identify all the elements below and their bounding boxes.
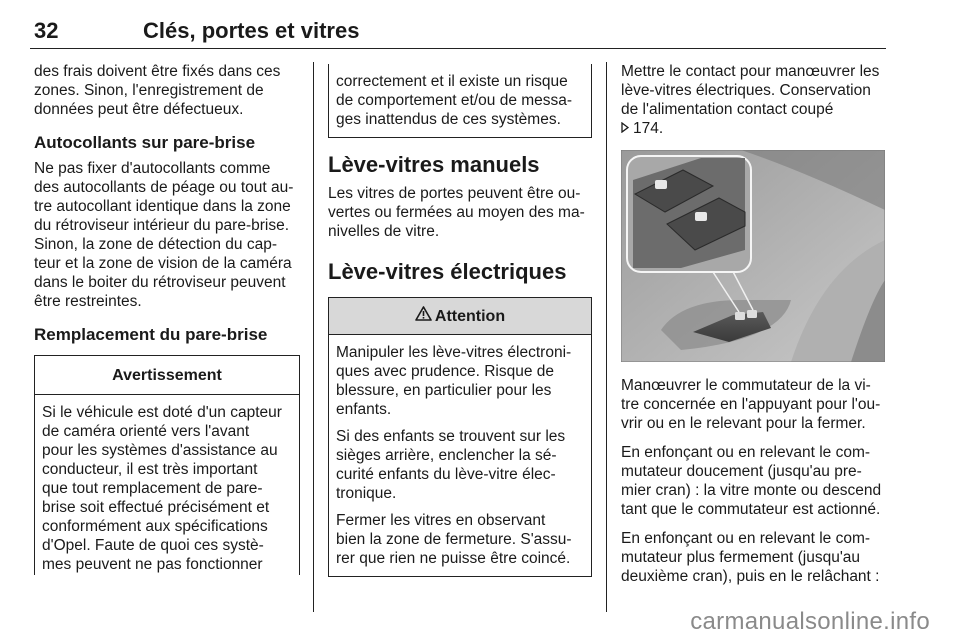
warning-title: Avertissement (35, 355, 299, 395)
header-rule (30, 48, 886, 49)
first-notch-paragraph: En enfonçant ou en relevant le com- mutateur doucement (jusqu'au pre- mier cran) : la vitre monte ou descend tant que le commutateur est actionné. (621, 444, 882, 518)
stickers-paragraph: Ne pas fixer d'autocollants comme des autocollants de péage ou tout au- tre autocollant identique dans la zone du rétroviseur intérieur du pare-brise. Sinon, la zone de détection du cap- teur et la zone de vision de la caméra dans le boiter du rétroviseur peuvent être restreintes. (34, 160, 294, 310)
column-divider-1 (313, 62, 314, 612)
second-notch-paragraph: En enfonçant ou en relevant le com- mutateur plus fermement (jusqu'au deuxième cran), puis en le relâchant : (621, 530, 880, 585)
stickers-heading: Autocollants sur pare-brise (34, 133, 256, 152)
warning-continued-box: correctement et il existe un risque de comportement et/ou de messa- ges inattendus de ces systèmes. (328, 64, 592, 138)
column-2 (328, 64, 592, 577)
attention-title: Attention (329, 298, 591, 335)
electric-windows-heading: Lève-vitres électriques (328, 259, 567, 284)
warning-body: Si le véhicule est doté d'un capteur de caméra orienté vers l'avant pour les systèmes d'assistance au conducteur, il est très important que tout remplacement de pare- brise soit effectué précisément et conformément aux spécifications d'Opel. Faute de quoi ces systè- mes peuvent ne pas fonctionner (42, 404, 282, 573)
page-reference: 174. (633, 120, 664, 137)
window-switch-photo (621, 150, 885, 362)
page-reference-arrow-icon (621, 119, 629, 138)
intro-paragraph: des frais doivent être fixés dans ces zones. Sinon, l'enregistrement de données peut être défectueux. (34, 63, 281, 118)
watermark: carmanualsonline.info (690, 608, 930, 635)
warning-triangle-icon (415, 306, 432, 326)
manual-windows-heading: Lève-vitres manuels (328, 152, 540, 177)
page-number: 32 (34, 18, 59, 43)
ignition-paragraph: Mettre le contact pour manœuvrer les lève-vitres électriques. Conservation de l'alimentation contact coupé 174. (621, 63, 880, 137)
attention-body: Manipuler les lève-vitres électroni- ques avec prudence. Risque de blessure, en particulier pour les enfants. Si des enfants se trouvent sur les sièges arrière, enclencher la sé- curité enfants du lève-vitre élec- tronique. Fermer les vitres en observant bien la zone de fermeture. S'assu- rer que rien ne puisse être coincé. (336, 344, 572, 567)
attention-box (328, 297, 592, 577)
chapter-title: Clés, portes et vitres (143, 18, 360, 43)
warning-box (34, 355, 300, 575)
operation-paragraph: Manœuvrer le commutateur de la vi- tre concernée en l'appuyant pour l'ou- vrir ou en le relevant pour la fermer. (621, 377, 881, 432)
column-1 (34, 62, 300, 575)
page-header (30, 0, 886, 50)
column-divider-2 (606, 62, 607, 612)
replacement-heading: Remplacement du pare-brise (34, 325, 268, 344)
manual-windows-paragraph: Les vitres de portes peuvent être ou- vertes ou fermées au moyen des ma- nivelles de vitre. (328, 185, 585, 240)
column-3 (621, 62, 889, 596)
